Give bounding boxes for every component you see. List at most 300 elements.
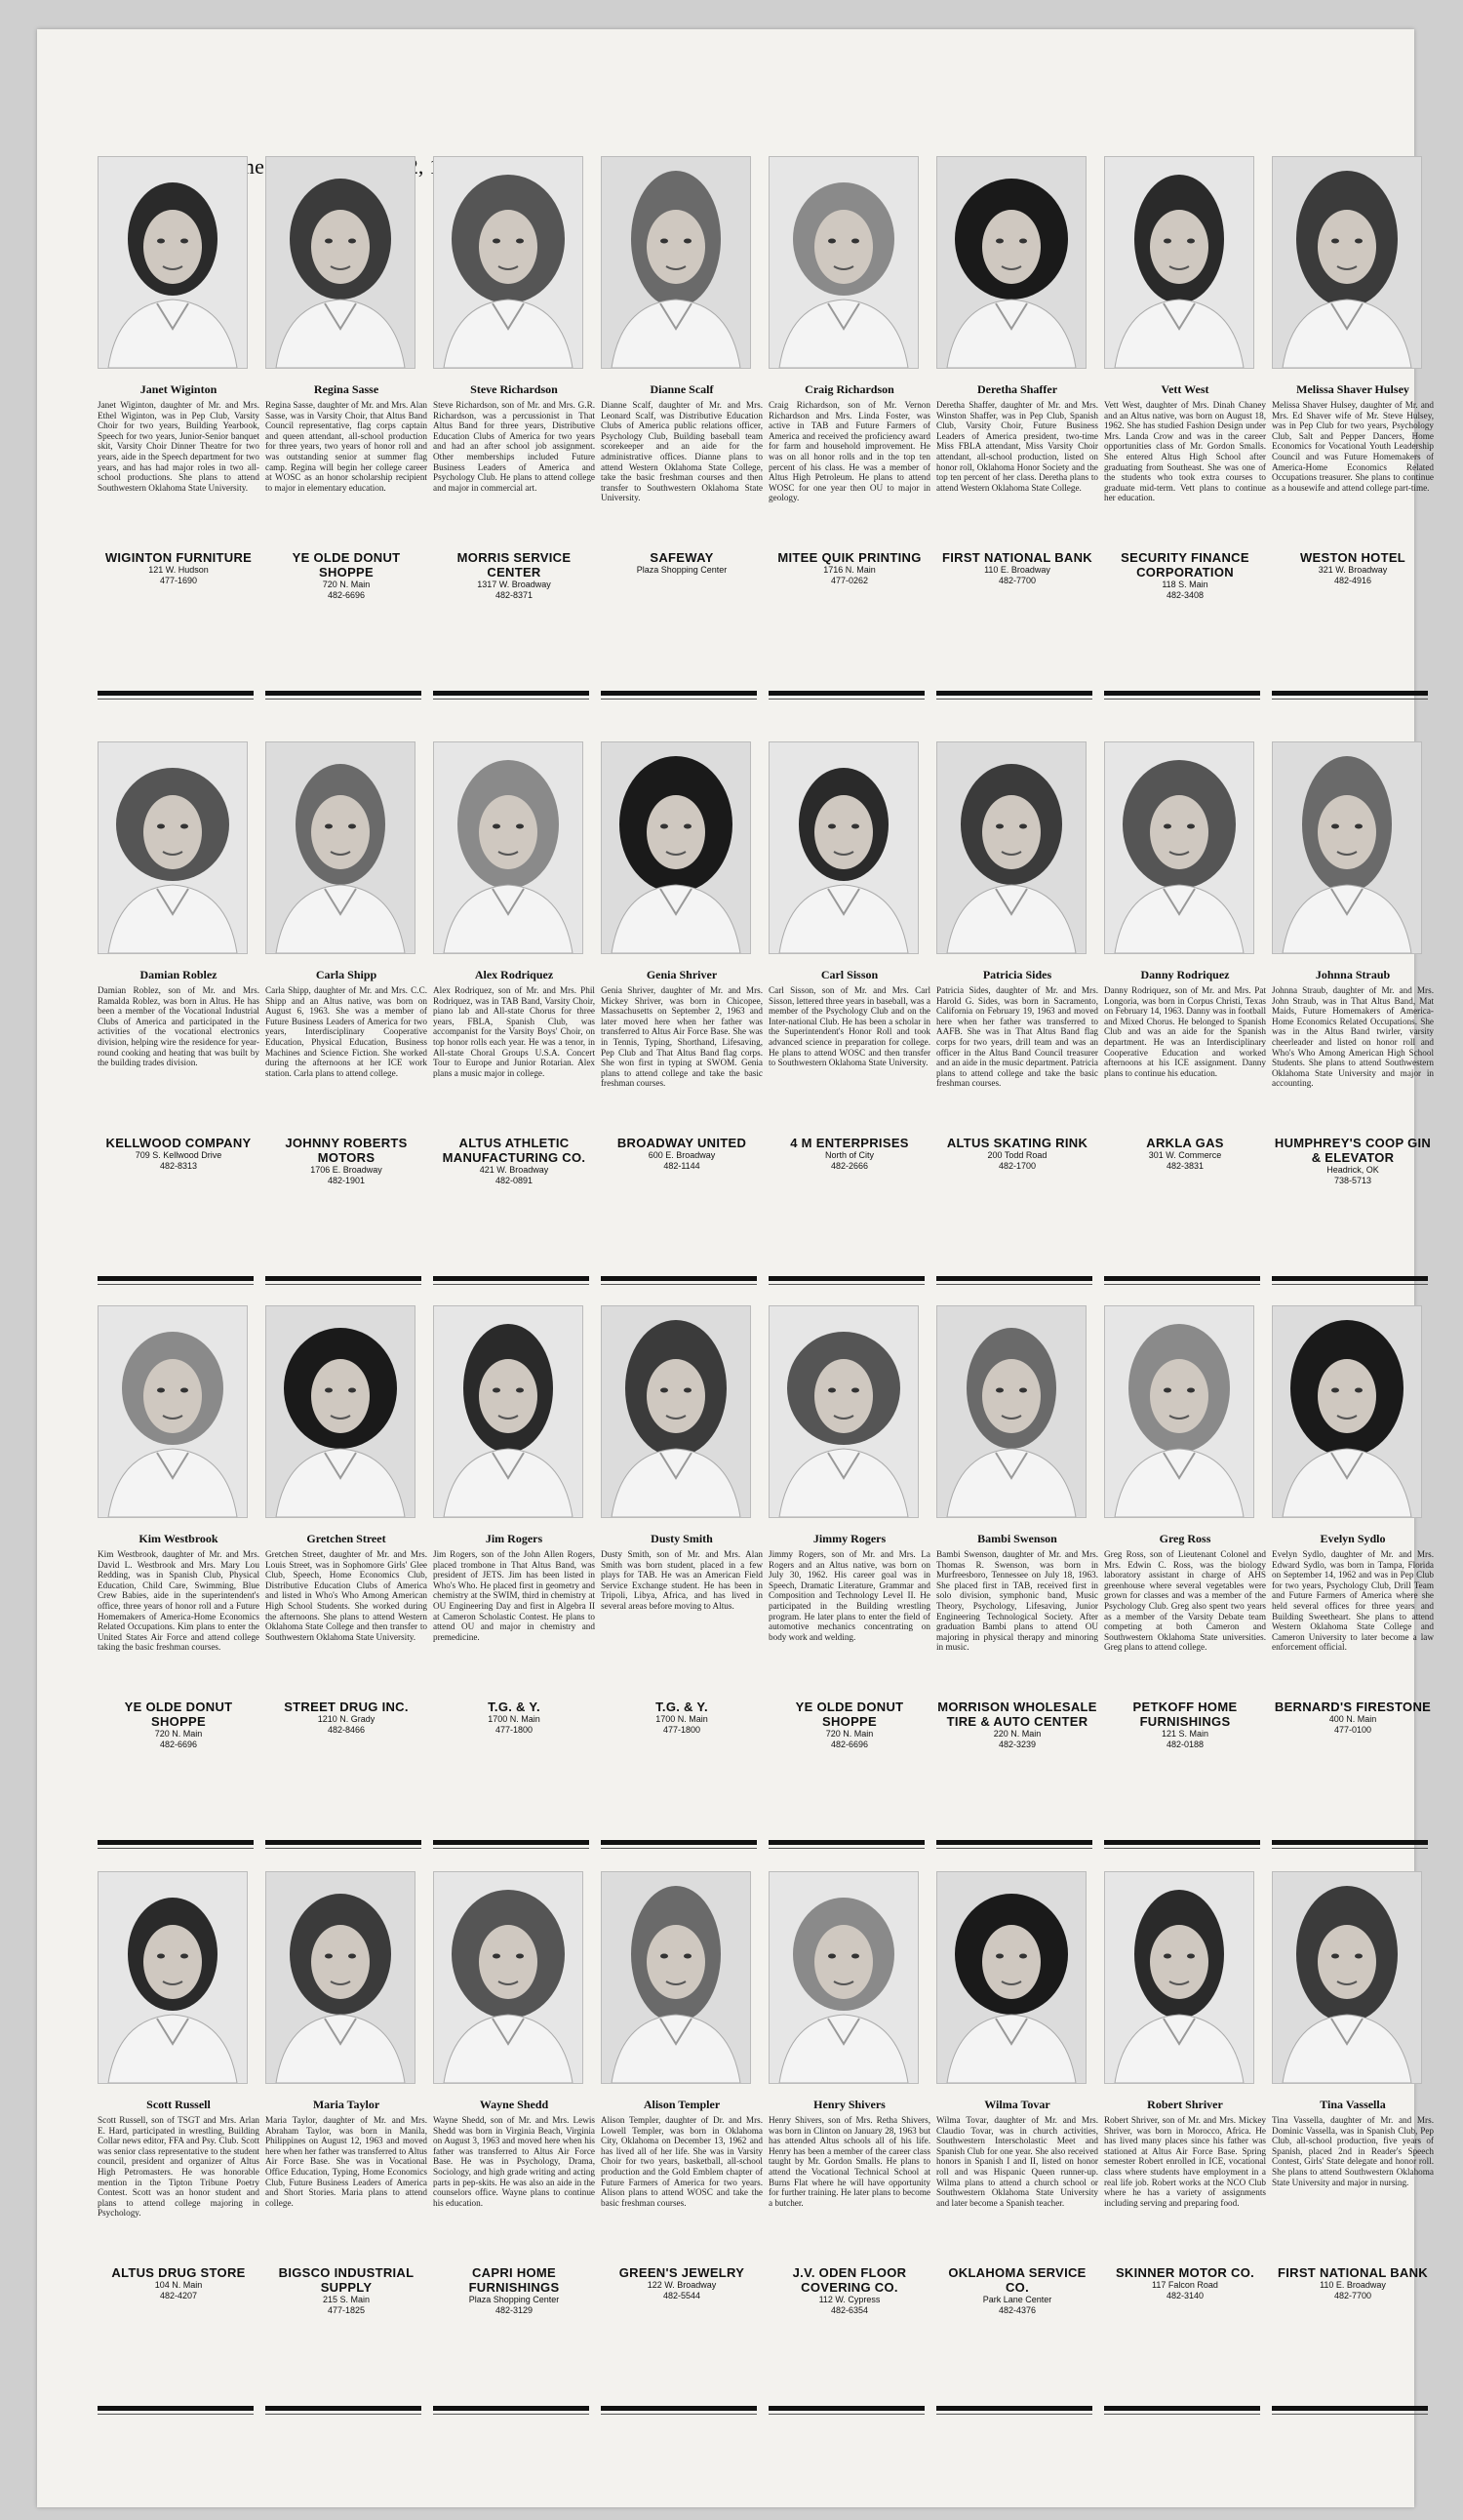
sponsor-ad xyxy=(433,1700,595,1736)
sponsor-phone: 482-6696 xyxy=(327,590,366,600)
student-name: Greg Ross xyxy=(1159,1532,1211,1545)
sponsor-ad xyxy=(1104,1700,1266,1750)
row-divider xyxy=(433,1840,589,1845)
row-divider xyxy=(1272,2406,1428,2411)
sponsor-address: Plaza Shopping Center xyxy=(636,565,728,575)
student-entry xyxy=(265,741,427,1186)
student-entry xyxy=(936,156,1098,586)
student-photo xyxy=(1272,1871,1422,2084)
row-divider-thin xyxy=(601,2414,757,2415)
sponsor-phone: 482-4207 xyxy=(159,2291,198,2300)
sponsor-name: STREET DRUG INC. xyxy=(284,1700,409,1714)
sponsor-name: T.G. & Y. xyxy=(488,1700,540,1714)
student-name: Vett West xyxy=(1161,382,1209,396)
sponsor-ad xyxy=(936,1700,1098,1750)
sponsor-ad xyxy=(1104,1136,1266,1172)
sponsor-name: MITEE QUIK PRINTING xyxy=(777,550,922,565)
student-bio: Henry Shivers, son of Mrs. Retha Shivers, was born in Clinton on January 28, 1963 but has attended Altus schools all of his life. Henry has been a member of the career class taught by Mr. Gordon Smalls. He plans to attend the Vocational Technical School at Burns Flat where he will have opportunity for further training. He later plans to become a butcher. xyxy=(769,2115,930,2208)
student-photo xyxy=(433,741,583,954)
sponsor-name: BIGSCO INDUSTRIAL SUPPLY xyxy=(278,2265,415,2295)
sponsor-ad xyxy=(1104,550,1266,601)
student-bio: Evelyn Sydlo, daughter of Mr. and Mrs. Edward Sydlo, was born in Tampa, Florida on September 14, 1962 and was in Pep Club for two years, Psychology Club, Drill Team and Future Farmers of America where she held several offices for three years and Building Sweetheart. She plans to attend Western Oklahoma State College and Cameron University to later become a law enforcement official. xyxy=(1272,1549,1434,1653)
row-divider xyxy=(601,2406,757,2411)
student-photo xyxy=(936,741,1087,954)
student-entry xyxy=(98,1871,259,2301)
sponsor-ad xyxy=(433,2265,595,2316)
sponsor-phone: 477-1690 xyxy=(159,576,198,585)
sponsor-name: YE OLDE DONUT SHOPPE xyxy=(795,1700,904,1729)
sponsor-ad xyxy=(265,550,427,601)
student-name: Carl Sisson xyxy=(820,968,879,981)
sponsor-phone: 482-1700 xyxy=(998,1161,1037,1171)
student-entry xyxy=(1104,741,1266,1172)
sponsor-phone: 477-1800 xyxy=(662,1725,701,1735)
student-name: Melissa Shaver Hulsey xyxy=(1296,382,1409,396)
row-divider xyxy=(1272,1840,1428,1845)
row-divider xyxy=(769,2406,925,2411)
student-bio: Kim Westbrook, daughter of Mr. and Mrs. David L. Westbrook and Mrs. Mary Lou Redding, was in Spanish Club, Physical Education, Child Care, Swimming, Blue Crew Babies, aide in the superintendent's office, three years of honor roll and a Future Homemakers of America-Home Economics Related Occupations. Kim plans to enter the United States Air Force and attend college taking the basic freshman courses. xyxy=(98,1549,259,1653)
student-bio: Genia Shriver, daughter of Mr. and Mrs. Mickey Shriver, was born in Chicopee, Massachusetts on September 2, 1963 and later moved here when her father was transferred to Altus Air Force Base. She was in Tennis, Typing, Shorthand, Lifesaving, Pep Club and That Altus Band flag corps. She won first in typing at SWOM. Genia plans to attend college and take the basic freshman courses. xyxy=(601,985,763,1089)
row-divider xyxy=(936,2406,1092,2411)
student-entry xyxy=(601,156,763,576)
student-photo xyxy=(265,741,415,954)
student-name: Henry Shivers xyxy=(813,2098,886,2111)
row-divider xyxy=(1104,1840,1260,1845)
student-name: Alex Rodriquez xyxy=(474,968,554,981)
student-photo xyxy=(769,1305,919,1518)
sponsor-address: North of City xyxy=(824,1150,874,1160)
row-divider-thin xyxy=(265,1848,421,1849)
row-divider-thin xyxy=(1272,2414,1428,2415)
student-photo xyxy=(98,1871,248,2084)
student-photo xyxy=(936,1305,1087,1518)
sponsor-ad xyxy=(98,1700,259,1750)
row-divider-thin xyxy=(265,699,421,700)
student-name: Bambi Swenson xyxy=(977,1532,1057,1545)
sponsor-ad xyxy=(98,550,259,586)
row-divider xyxy=(98,1840,254,1845)
sponsor-name: JOHNNY ROBERTS MOTORS xyxy=(285,1136,408,1165)
row-divider xyxy=(769,1276,925,1281)
sponsor-name: T.G. & Y. xyxy=(655,1700,708,1714)
student-photo xyxy=(601,1305,751,1518)
sponsor-phone: 738-5713 xyxy=(1333,1176,1372,1185)
sponsor-name: FIRST NATIONAL BANK xyxy=(942,550,1092,565)
sponsor-address: 600 E. Broadway xyxy=(648,1150,716,1160)
sponsor-name: YE OLDE DONUT SHOPPE xyxy=(124,1700,233,1729)
sponsor-address: 720 N. Main xyxy=(825,1729,874,1739)
sponsor-ad xyxy=(265,2265,427,2316)
row-divider-thin xyxy=(98,1284,254,1285)
row-divider xyxy=(98,1276,254,1281)
student-photo xyxy=(936,1871,1087,2084)
sponsor-phone: 482-3408 xyxy=(1166,590,1205,600)
sponsor-address: 215 S. Main xyxy=(322,2295,371,2304)
student-bio: Jim Rogers, son of the John Allen Rogers, placed trombone in That Altus Band, was president of JETS. Jim has been listed in Who's Who. He placed first in geometry and chemistry at the SWIM, third in chemistry at OU Engineering Day and first in Algebra II at Cameron Scholastic Contest. He plans to attend OU and major in chemistry and premedicine. xyxy=(433,1549,595,1642)
student-bio: Dusty Smith, son of Mr. and Mrs. Alan Smith was born student, placed in a few plays for TAB. He was an American Field Service Exchange student. He has been in Tripoli, Libya, Africa, and has lived in several areas before moving to Altus. xyxy=(601,1549,763,1611)
student-photo xyxy=(1272,741,1422,954)
sponsor-phone: 482-3129 xyxy=(494,2305,534,2315)
student-name: Jim Rogers xyxy=(485,1532,543,1545)
student-entry xyxy=(1104,1871,1266,2301)
sponsor-phone: 482-6696 xyxy=(159,1740,198,1749)
row-divider-thin xyxy=(769,1848,925,1849)
sponsor-address: 301 W. Commerce xyxy=(1148,1150,1222,1160)
sponsor-name: 4 M ENTERPRISES xyxy=(790,1136,909,1150)
portrait-row xyxy=(98,156,1434,702)
sponsor-name: ALTUS ATHLETIC MANUFACTURING CO. xyxy=(442,1136,586,1165)
student-photo xyxy=(98,741,248,954)
row-divider-thin xyxy=(601,1284,757,1285)
student-bio: Alex Rodriquez, son of Mr. and Mrs. Phil Rodriquez, was in TAB Band, Varsity Choir, piano lab and All-state Chorus for three years, FBLA, Spanish Club, was accompanist for the Varsity Boys' Choir, on top honor rolls each year. He was a tenor, in All-state Choral Groups U.S.A. Concert Tour to Europe and Junior Rotarian. Alex plans a music major in college. xyxy=(433,985,595,1078)
portrait-row xyxy=(98,1305,1434,1852)
row-divider-thin xyxy=(1104,2414,1260,2415)
sponsor-address: 1210 N. Grady xyxy=(317,1714,376,1724)
sponsor-name: MORRISON WHOLESALE TIRE & AUTO CENTER xyxy=(937,1700,1097,1729)
student-bio: Steve Richardson, son of Mr. and Mrs. G.R. Richardson, was a percussionist in That Altus Band for three years, Distributive Education Clubs of America for two years and had an after school job assignment. Other memberships included Future Business Leaders of America and Psychology Club. He plans to attend college and major in commercial art. xyxy=(433,400,595,493)
sponsor-name: BROADWAY UNITED xyxy=(616,1136,747,1150)
student-name: Kim Westbrook xyxy=(138,1532,218,1545)
sponsor-address: 117 Falcon Road xyxy=(1152,2280,1218,2290)
portrait-row xyxy=(98,741,1434,1288)
sponsor-ad xyxy=(601,2265,763,2301)
sponsor-name: SECURITY FINANCE CORPORATION xyxy=(1121,550,1249,580)
student-photo xyxy=(265,1305,415,1518)
row-divider-thin xyxy=(601,699,757,700)
sponsor-address: 118 S. Main xyxy=(1162,580,1208,589)
student-entry xyxy=(936,1305,1098,1750)
student-photo xyxy=(769,741,919,954)
row-divider xyxy=(98,691,254,696)
student-photo xyxy=(936,156,1087,369)
student-bio: Regina Sasse, daughter of Mr. and Mrs. Alan Sasse, was in Varsity Choir, that Altus Band Council representative, flag corps captain and queen attendant, all-school production for three years, two years of honor roll and was outstanding senior at summer flag camp. Regina will begin her college career at WOSC as an honor scholarship recipient to major in elementary education. xyxy=(265,400,427,493)
student-entry xyxy=(1272,156,1434,586)
student-entry xyxy=(1272,741,1434,1186)
sponsor-name: SKINNER MOTOR CO. xyxy=(1115,2265,1255,2280)
sponsor-name: WIGINTON FURNITURE xyxy=(104,550,253,565)
sponsor-name: KELLWOOD COMPANY xyxy=(105,1136,252,1150)
row-divider xyxy=(601,1276,757,1281)
student-bio: Vett West, daughter of Mrs. Dinah Chaney and an Altus native, was born on August 18, 1962. She has studied Fashion Design under Mrs. Landa Crow and was in the career opportunities class of Mr. Gordon Smalls. She entered Altus High School after graduating from Southeast. She was one of the students who took extra courses to graduate mid-term. Vett plans to continue her education. xyxy=(1104,400,1266,503)
row-divider xyxy=(265,691,421,696)
sponsor-name: OKLAHOMA SERVICE CO. xyxy=(948,2265,1087,2295)
student-photo xyxy=(1104,741,1254,954)
student-name: Maria Taylor xyxy=(312,2098,380,2111)
sponsor-ad xyxy=(936,1136,1098,1172)
sponsor-ad xyxy=(936,550,1098,586)
student-bio: Janet Wiginton, daughter of Mr. and Mrs. Ethel Wiginton, was in Pep Club, Varsity Choir for two years, Building Yearbook, Speech for two years, Junior-Senior banquet skit, Varsity Choir Dinner Theatre for two years, aide in the Speech department for two years, and has had major roles in two all-school productions. She plans to attend Southwestern Oklahoma State University. xyxy=(98,400,259,493)
sponsor-address: 1716 N. Main xyxy=(823,565,876,575)
sponsor-phone: 482-1144 xyxy=(663,1161,700,1171)
row-divider-thin xyxy=(433,1284,589,1285)
student-name: Deretha Shaffer xyxy=(976,382,1058,396)
sponsor-phone: 482-5544 xyxy=(662,2291,701,2300)
student-entry xyxy=(769,1871,930,2316)
student-photo xyxy=(601,741,751,954)
row-divider-thin xyxy=(769,2414,925,2415)
page-masthead: Times, xyxy=(218,154,279,179)
student-name: Carla Shipp xyxy=(315,968,377,981)
sponsor-ad xyxy=(601,1700,763,1736)
sponsor-name: WESTON HOTEL xyxy=(1299,550,1406,565)
student-entry xyxy=(936,741,1098,1172)
sponsor-name: ALTUS DRUG STORE xyxy=(111,2265,246,2280)
student-name: Janet Wiginton xyxy=(139,382,217,396)
student-bio: Wayne Shedd, son of Mr. and Mrs. Lewis Shedd was born in Virginia Beach, Virginia on August 3, 1963 and moved here when his father was transferred to Altus Air Force Base. He was in Psychology, Drama, Sociology, and high grade writing and acting parts in pep-skits. He was also an aide in the counselors office. Wayne plans to continue his education. xyxy=(433,2115,595,2208)
student-bio: Wilma Tovar, daughter of Mr. and Mrs. Claudio Tovar, was in church activities, Southwestern Interscholastic Meet and Spanish Club for one year. She also received honors in Spanish I and II, listed on honor roll and was Hispanic Queen runner-up. Wilma plans to attend a church school or Southwestern Oklahoma State University and later become a Spanish teacher. xyxy=(936,2115,1098,2208)
student-bio: Maria Taylor, daughter of Mr. and Mrs. Abraham Taylor, was born in Manila, Philippines on August 12, 1963 and moved here when her father was transferred to Altus Air Force Base. She was in Vocational Office Education, Typing, Home Economics Club, Future Business Leaders of America and Short Stories. Maria plans to attend college. xyxy=(265,2115,427,2208)
student-photo xyxy=(769,156,919,369)
sponsor-address: 1700 N. Main xyxy=(488,1714,540,1724)
student-entry xyxy=(601,741,763,1172)
sponsor-phone: 482-6354 xyxy=(830,2305,869,2315)
student-bio: Bambi Swenson, daughter of Mr. and Mrs. Thomas R. Swenson, was born in Murfreesboro, Tennessee on July 18, 1963. She placed first in TAB, received first in solo division, symphonic band, Music Theory, Psychology, Lifesaving, Junior Engineering Technological Society. After graduation Bambi plans to attend OU majoring in physical therapy and minoring in music. xyxy=(936,1549,1098,1653)
sponsor-ad xyxy=(1104,2265,1266,2301)
sponsor-name: GREEN'S JEWELRY xyxy=(618,2265,745,2280)
sponsor-phone: 482-1901 xyxy=(327,1176,366,1185)
sponsor-ad xyxy=(769,2265,930,2316)
student-bio: Patricia Sides, daughter of Mr. and Mrs. Harold G. Sides, was born in Sacramento, California on February 19, 1963 and moved here when her father was transferred to AAFB. She was in That Altus Band flag corps for two years, drill team and was an officer in the Altus Band Council treasurer and an aide in the music department. Patricia plans to attend college and take the basic freshman courses. xyxy=(936,985,1098,1089)
row-divider xyxy=(1104,2406,1260,2411)
student-photo xyxy=(1104,156,1254,369)
sponsor-ad xyxy=(98,2265,259,2301)
sponsor-name: J.V. ODEN FLOOR COVERING CO. xyxy=(792,2265,907,2295)
row-divider xyxy=(769,691,925,696)
student-bio: Jimmy Rogers, son of Mr. and Mrs. La Rogers and an Altus native, was born on July 30, 1962. His career goal was in Speech, Dramatic Literature, Grammar and Composition and Technology Level II. He participated in the Building wrestling program. He later plans to enter the field of automotive mechanics concentrating on body work and welding. xyxy=(769,1549,930,1642)
sponsor-ad xyxy=(265,1136,427,1186)
sponsor-phone: 482-4916 xyxy=(1333,576,1372,585)
student-name: Genia Shriver xyxy=(646,968,718,981)
sponsor-phone: 482-2666 xyxy=(830,1161,869,1171)
row-divider-thin xyxy=(1104,699,1260,700)
sponsor-address: 321 W. Broadway xyxy=(1318,565,1388,575)
row-divider xyxy=(1272,1276,1428,1281)
student-name: Dusty Smith xyxy=(651,1532,713,1545)
student-entry xyxy=(98,156,259,586)
student-bio: Gretchen Street, daughter of Mr. and Mrs. Louis Street, was in Sophomore Girls' Glee Club, Speech, Home Economics Club, Distributive Education Clubs of America and listed in Who's Who Among American High School Students. She worked during the afternoons. She plans to attend Western Oklahoma State College and then transfer to Southwestern Oklahoma State University. xyxy=(265,1549,427,1642)
sponsor-ad xyxy=(769,550,930,586)
sponsor-phone: 482-3239 xyxy=(998,1740,1037,1749)
row-divider-thin xyxy=(769,1284,925,1285)
row-divider xyxy=(1272,691,1428,696)
sponsor-phone: 477-0100 xyxy=(1333,1725,1372,1735)
sponsor-address: 104 N. Main xyxy=(154,2280,203,2290)
sponsor-address: 112 W. Cypress xyxy=(818,2295,881,2304)
student-name: Johnna Straub xyxy=(1315,968,1391,981)
student-entry xyxy=(1272,1305,1434,1736)
sponsor-phone: 482-8313 xyxy=(159,1161,198,1171)
student-photo xyxy=(601,156,751,369)
student-bio: Alison Templer, daughter of Dr. and Mrs. Lowell Templer, was born in Oklahoma City, Oklahoma on December 13, 1962 and has lived all of her life. She was in Varsity Choir for two years, basketball, all-school production and the Gold Emblem chapter of Future Farmers of America for two years. Alison plans to attend WOSC and take the basic freshman courses. xyxy=(601,2115,763,2208)
sponsor-phone: 482-3831 xyxy=(1166,1161,1205,1171)
sponsor-address: Plaza Shopping Center xyxy=(468,2295,560,2304)
student-name: Wilma Tovar xyxy=(984,2098,1050,2111)
portrait-row xyxy=(98,1871,1434,2418)
row-divider-thin xyxy=(936,1848,1092,1849)
row-divider xyxy=(265,1276,421,1281)
sponsor-address: 1700 N. Main xyxy=(655,1714,708,1724)
sponsor-ad xyxy=(265,1700,427,1736)
student-entry xyxy=(98,741,259,1172)
sponsor-phone: 477-1800 xyxy=(494,1725,534,1735)
row-divider xyxy=(601,691,757,696)
student-entry xyxy=(433,1871,595,2316)
sponsor-address: 122 W. Broadway xyxy=(647,2280,717,2290)
student-name: Craig Richardson xyxy=(805,382,894,396)
sponsor-address: 110 E. Broadway xyxy=(1320,2280,1386,2290)
student-name: Scott Russell xyxy=(146,2098,211,2111)
sponsor-phone: 482-0891 xyxy=(494,1176,534,1185)
student-name: Damian Roblez xyxy=(139,968,217,981)
row-divider xyxy=(265,1840,421,1845)
student-name: Gretchen Street xyxy=(306,1532,386,1545)
student-name: Patricia Sides xyxy=(982,968,1052,981)
student-name: Dianne Scalf xyxy=(650,382,714,396)
sponsor-address: 220 N. Main xyxy=(993,1729,1042,1739)
row-divider xyxy=(936,1840,1092,1845)
sponsor-name: CAPRI HOME FURNISHINGS xyxy=(468,2265,560,2295)
row-divider xyxy=(936,691,1092,696)
sponsor-name: BERNARD'S FIRESTONE xyxy=(1274,1700,1432,1714)
student-name: Steve Richardson xyxy=(470,382,558,396)
row-divider xyxy=(433,1276,589,1281)
student-name: Robert Shriver xyxy=(1147,2098,1223,2111)
student-entry xyxy=(433,1305,595,1736)
student-photo xyxy=(265,1871,415,2084)
sponsor-ad xyxy=(98,1136,259,1172)
student-bio: Melissa Shaver Hulsey, daughter of Mr. and Mrs. Ed Shaver wife of Mr. Steve Hulsey, was in Pep Club for two years, Psychology Club, Salt and Pepper Dancers, Home Economics for Vocational Youth Leadership Council and was Future Homemakers of America-Home Economics Related Occupations treasurer. She plans to continue as a housewife and attend college part-time. xyxy=(1272,400,1434,493)
sponsor-phone: 482-6696 xyxy=(830,1740,869,1749)
sponsor-phone: 482-7700 xyxy=(998,576,1037,585)
row-divider-thin xyxy=(1104,1284,1260,1285)
student-entry xyxy=(265,156,427,601)
student-entry xyxy=(265,1305,427,1736)
sponsor-address: 421 W. Broadway xyxy=(479,1165,549,1175)
sponsor-address: 400 N. Main xyxy=(1328,1714,1377,1724)
student-name: Jimmy Rogers xyxy=(812,1532,887,1545)
row-divider xyxy=(433,2406,589,2411)
student-name: Tina Vassella xyxy=(1320,2098,1386,2111)
sponsor-address: 121 S. Main xyxy=(1161,1729,1209,1739)
student-photo xyxy=(433,156,583,369)
row-divider-thin xyxy=(433,1848,589,1849)
sponsor-phone: 482-0188 xyxy=(1166,1740,1205,1749)
row-divider-thin xyxy=(265,1284,421,1285)
sponsor-name: ALTUS SKATING RINK xyxy=(946,1136,1088,1150)
student-name: Danny Rodriquez xyxy=(1140,968,1230,981)
student-photo xyxy=(433,1871,583,2084)
row-divider xyxy=(265,2406,421,2411)
row-divider xyxy=(936,1276,1092,1281)
student-entry xyxy=(601,1871,763,2301)
sponsor-name: FIRST NATIONAL BANK xyxy=(1278,2265,1428,2280)
sponsor-ad xyxy=(1272,550,1434,586)
student-entry xyxy=(769,741,930,1172)
sponsor-address: Park Lane Center xyxy=(982,2295,1052,2304)
sponsor-address: 720 N. Main xyxy=(154,1729,203,1739)
sponsor-address: 121 W. Hudson xyxy=(148,565,209,575)
sponsor-ad xyxy=(769,1700,930,1750)
row-divider-thin xyxy=(265,2414,421,2415)
sponsor-ad xyxy=(433,550,595,601)
sponsor-phone: 482-4376 xyxy=(998,2305,1037,2315)
sponsor-name: HUMPHREY'S COOP GIN & ELEVATOR xyxy=(1274,1136,1432,1165)
student-name: Wayne Shedd xyxy=(479,2098,549,2111)
row-divider xyxy=(1104,691,1260,696)
sponsor-name: YE OLDE DONUT SHOPPE xyxy=(292,550,401,580)
row-divider-thin xyxy=(936,2414,1092,2415)
student-entry xyxy=(1104,1305,1266,1750)
row-divider-thin xyxy=(1272,699,1428,700)
sponsor-name: MORRIS SERVICE CENTER xyxy=(456,550,572,580)
sponsor-address: 200 Todd Road xyxy=(987,1150,1048,1160)
student-photo xyxy=(98,156,248,369)
student-entry xyxy=(98,1305,259,1750)
sponsor-address: 1706 E. Broadway xyxy=(310,1165,382,1175)
row-divider-thin xyxy=(769,699,925,700)
student-photo xyxy=(433,1305,583,1518)
row-divider xyxy=(433,691,589,696)
student-photo xyxy=(1104,1305,1254,1518)
sponsor-phone: 482-8371 xyxy=(494,590,534,600)
student-name: Regina Sasse xyxy=(313,382,379,396)
sponsor-address: 720 N. Main xyxy=(322,580,371,589)
student-entry xyxy=(265,1871,427,2316)
student-entry xyxy=(1272,1871,1434,2301)
sponsor-name: PETKOFF HOME FURNISHINGS xyxy=(1132,1700,1238,1729)
row-divider-thin xyxy=(936,699,1092,700)
row-divider-thin xyxy=(1272,1848,1428,1849)
row-divider-thin xyxy=(433,2414,589,2415)
student-photo xyxy=(265,156,415,369)
row-divider-thin xyxy=(98,699,254,700)
row-divider-thin xyxy=(601,1848,757,1849)
sponsor-phone: 482-3140 xyxy=(1166,2291,1205,2300)
student-photo xyxy=(1104,1871,1254,2084)
student-bio: Deretha Shaffer, daughter of Mr. and Mrs. Winston Shaffer, was in Pep Club, Spanish Club, Varsity Choir, Future Business Leaders of America president, two-time Miss FBLA attendant, Miss Varsity Choir attendant, all-school production, listed on honor roll, Oklahoma Honor Society and the top ten percent of her class. Deretha plans to attend Western Oklahoma State College. xyxy=(936,400,1098,493)
sponsor-ad xyxy=(769,1136,930,1172)
sponsor-phone: 477-1825 xyxy=(327,2305,366,2315)
student-bio: Carla Shipp, daughter of Mr. and Mrs. C.C. Shipp and an Altus native, was born on August 6, 1963. She was a member of Future Business Leaders of America for two years, Interdisciplinary Cooperative Education, Physical Education, Business Machines and Science Fiction. She worked during the afternoons at her ICE work station. Carla plans to attend college. xyxy=(265,985,427,1078)
student-entry xyxy=(1104,156,1266,601)
row-divider-thin xyxy=(1272,1284,1428,1285)
student-bio: Tina Vassella, daughter of Mr. and Mrs. Dominic Vassella, was in Spanish Club, Pep Club, all-school production, five years of Spanish, placed 2nd in Reader's Speech Contest, Girls' State delegate and honor roll. She plans to attend Southwestern Oklahoma State University and major in nursing. xyxy=(1272,2115,1434,2187)
student-bio: Craig Richardson, son of Mr. Vernon Richardson and Mrs. Linda Foster, was active in TAB and Future Farmers of America and received the proficiency award for farm and household improvement. He was on all honor rolls and in the top ten percent of his class. He was a member of Altus High Petroleum. He plans to attend WOSC for one year then OU to major in geology. xyxy=(769,400,930,503)
student-photo xyxy=(1272,156,1422,369)
sponsor-ad xyxy=(936,2265,1098,2316)
sponsor-ad xyxy=(1272,1700,1434,1736)
student-entry xyxy=(433,156,595,601)
sponsor-ad xyxy=(1272,2265,1434,2301)
sponsor-address: 110 E. Broadway xyxy=(984,565,1050,575)
row-divider-thin xyxy=(98,1848,254,1849)
row-divider xyxy=(98,2406,254,2411)
sponsor-phone: 477-0262 xyxy=(830,576,869,585)
student-bio: Damian Roblez, son of Mr. and Mrs. Ramalda Roblez, was born in Altus. He has been a member of the Vocational Industrial Clubs of America and participated in the activities of the vocational electronics division, helping wire the residence for year-round cooking and heating that was built by the building trades division. xyxy=(98,985,259,1068)
student-entry xyxy=(601,1305,763,1736)
sponsor-name: ARKLA GAS xyxy=(1146,1136,1224,1150)
sponsor-phone: 482-8466 xyxy=(327,1725,366,1735)
sponsor-address: 1317 W. Broadway xyxy=(477,580,551,589)
sponsor-address: Headrick, OK xyxy=(1326,1165,1379,1175)
row-divider-thin xyxy=(433,699,589,700)
student-entry xyxy=(769,1305,930,1750)
sponsor-phone: 482-7700 xyxy=(1333,2291,1372,2300)
student-name: Alison Templer xyxy=(643,2098,721,2111)
sponsor-ad xyxy=(433,1136,595,1186)
student-bio: Danny Rodriquez, son of Mr. and Mrs. Pat Longoria, was born in Corpus Christi, Texas on February 14, 1963. Danny was in football and Mixed Chorus. He belonged to Spanish Club and was an aide for the Spanish department. He was an Interdisciplinary Cooperative Education and worked afternoons at his ICE assignment. Danny plans to continue his education. xyxy=(1104,985,1266,1078)
student-bio: Carl Sisson, son of Mr. and Mrs. Carl Sisson, lettered three years in baseball, was a member of the Psychology Club and on the Inter-national Club. He has been a scholar in the Superintendent's Honor Roll and took advanced science in preparation for college. He plans to attend WOSC and then transfer to Southwestern Oklahoma State University. xyxy=(769,985,930,1068)
